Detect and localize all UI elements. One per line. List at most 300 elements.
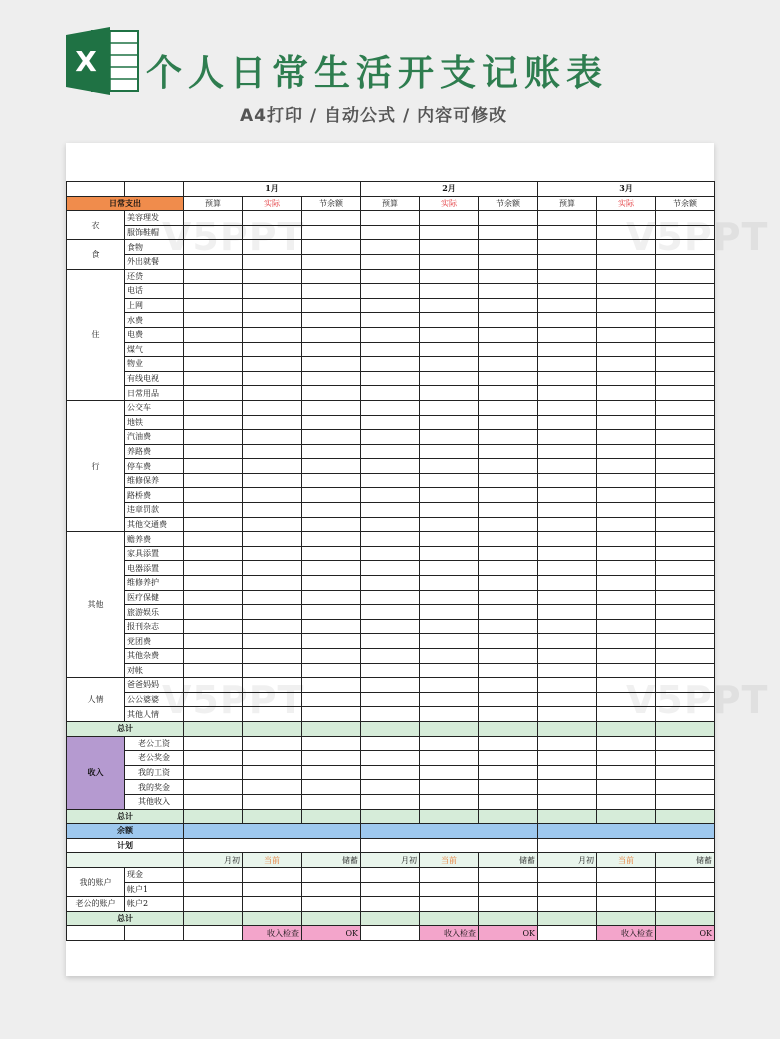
data-cell[interactable] xyxy=(184,736,243,751)
data-cell[interactable] xyxy=(184,751,243,766)
data-cell[interactable] xyxy=(420,298,479,313)
data-cell[interactable] xyxy=(361,400,420,415)
data-cell[interactable] xyxy=(302,298,361,313)
data-cell[interactable] xyxy=(479,400,538,415)
data-cell[interactable] xyxy=(302,576,361,591)
data-cell[interactable] xyxy=(538,736,597,751)
data-cell[interactable] xyxy=(420,473,479,488)
plan-cell[interactable] xyxy=(538,838,715,853)
data-cell[interactable] xyxy=(597,211,656,226)
data-cell[interactable] xyxy=(302,225,361,240)
data-cell[interactable] xyxy=(243,882,302,897)
data-cell[interactable] xyxy=(361,211,420,226)
data-cell[interactable] xyxy=(302,882,361,897)
data-cell[interactable] xyxy=(479,721,538,736)
data-cell[interactable] xyxy=(479,867,538,882)
data-cell[interactable] xyxy=(479,751,538,766)
data-cell[interactable] xyxy=(656,532,715,547)
data-cell[interactable] xyxy=(361,357,420,372)
data-cell[interactable] xyxy=(597,517,656,532)
data-cell[interactable] xyxy=(302,663,361,678)
data-cell[interactable] xyxy=(597,415,656,430)
data-cell[interactable] xyxy=(184,809,243,824)
data-cell[interactable] xyxy=(302,721,361,736)
data-cell[interactable] xyxy=(420,794,479,809)
balance-cell[interactable] xyxy=(361,824,538,839)
data-cell[interactable] xyxy=(361,444,420,459)
data-cell[interactable] xyxy=(184,517,243,532)
data-cell[interactable] xyxy=(656,590,715,605)
data-cell[interactable] xyxy=(420,751,479,766)
data-cell[interactable] xyxy=(420,897,479,912)
data-cell[interactable] xyxy=(361,430,420,445)
data-cell[interactable] xyxy=(597,532,656,547)
data-cell[interactable] xyxy=(420,357,479,372)
data-cell[interactable] xyxy=(538,663,597,678)
data-cell[interactable] xyxy=(597,298,656,313)
data-cell[interactable] xyxy=(420,532,479,547)
data-cell[interactable] xyxy=(656,809,715,824)
data-cell[interactable] xyxy=(656,692,715,707)
data-cell[interactable] xyxy=(479,371,538,386)
data-cell[interactable] xyxy=(479,225,538,240)
data-cell[interactable] xyxy=(597,692,656,707)
data-cell[interactable] xyxy=(302,400,361,415)
data-cell[interactable] xyxy=(361,780,420,795)
data-cell[interactable] xyxy=(597,254,656,269)
data-cell[interactable] xyxy=(243,678,302,693)
data-cell[interactable] xyxy=(479,298,538,313)
data-cell[interactable] xyxy=(243,225,302,240)
data-cell[interactable] xyxy=(184,780,243,795)
data-cell[interactable] xyxy=(361,619,420,634)
data-cell[interactable] xyxy=(538,721,597,736)
data-cell[interactable] xyxy=(243,517,302,532)
data-cell[interactable] xyxy=(302,459,361,474)
data-cell[interactable] xyxy=(538,313,597,328)
data-cell[interactable] xyxy=(656,357,715,372)
data-cell[interactable] xyxy=(243,211,302,226)
data-cell[interactable] xyxy=(597,634,656,649)
plan-cell[interactable] xyxy=(361,838,538,853)
data-cell[interactable] xyxy=(656,211,715,226)
data-cell[interactable] xyxy=(302,736,361,751)
data-cell[interactable] xyxy=(656,678,715,693)
data-cell[interactable] xyxy=(302,590,361,605)
data-cell[interactable] xyxy=(243,590,302,605)
data-cell[interactable] xyxy=(538,517,597,532)
data-cell[interactable] xyxy=(243,897,302,912)
data-cell[interactable] xyxy=(656,240,715,255)
data-cell[interactable] xyxy=(597,576,656,591)
data-cell[interactable] xyxy=(479,532,538,547)
data-cell[interactable] xyxy=(302,517,361,532)
data-cell[interactable] xyxy=(302,765,361,780)
data-cell[interactable] xyxy=(302,809,361,824)
data-cell[interactable] xyxy=(420,313,479,328)
data-cell[interactable] xyxy=(479,809,538,824)
data-cell[interactable] xyxy=(597,882,656,897)
plan-cell[interactable] xyxy=(184,838,361,853)
data-cell[interactable] xyxy=(656,284,715,299)
data-cell[interactable] xyxy=(479,663,538,678)
data-cell[interactable] xyxy=(243,342,302,357)
data-cell[interactable] xyxy=(302,619,361,634)
data-cell[interactable] xyxy=(479,911,538,926)
data-cell[interactable] xyxy=(479,473,538,488)
data-cell[interactable] xyxy=(361,313,420,328)
data-cell[interactable] xyxy=(420,211,479,226)
data-cell[interactable] xyxy=(479,561,538,576)
data-cell[interactable] xyxy=(361,867,420,882)
data-cell[interactable] xyxy=(243,576,302,591)
data-cell[interactable] xyxy=(361,561,420,576)
data-cell[interactable] xyxy=(302,254,361,269)
data-cell[interactable] xyxy=(184,721,243,736)
data-cell[interactable] xyxy=(538,240,597,255)
data-cell[interactable] xyxy=(597,619,656,634)
data-cell[interactable] xyxy=(243,736,302,751)
data-cell[interactable] xyxy=(243,503,302,518)
data-cell[interactable] xyxy=(302,444,361,459)
data-cell[interactable] xyxy=(361,284,420,299)
data-cell[interactable] xyxy=(656,488,715,503)
data-cell[interactable] xyxy=(302,897,361,912)
data-cell[interactable] xyxy=(361,707,420,722)
data-cell[interactable] xyxy=(420,663,479,678)
data-cell[interactable] xyxy=(184,240,243,255)
data-cell[interactable] xyxy=(361,473,420,488)
data-cell[interactable] xyxy=(656,269,715,284)
data-cell[interactable] xyxy=(420,386,479,401)
data-cell[interactable] xyxy=(184,649,243,664)
data-cell[interactable] xyxy=(184,444,243,459)
data-cell[interactable] xyxy=(597,444,656,459)
data-cell[interactable] xyxy=(597,430,656,445)
data-cell[interactable] xyxy=(538,371,597,386)
data-cell[interactable] xyxy=(656,386,715,401)
data-cell[interactable] xyxy=(361,765,420,780)
data-cell[interactable] xyxy=(420,590,479,605)
data-cell[interactable] xyxy=(302,327,361,342)
data-cell[interactable] xyxy=(184,488,243,503)
data-cell[interactable] xyxy=(538,546,597,561)
data-cell[interactable] xyxy=(597,371,656,386)
data-cell[interactable] xyxy=(479,415,538,430)
data-cell[interactable] xyxy=(479,517,538,532)
data-cell[interactable] xyxy=(656,371,715,386)
data-cell[interactable] xyxy=(361,576,420,591)
data-cell[interactable] xyxy=(184,605,243,620)
data-cell[interactable] xyxy=(184,634,243,649)
data-cell[interactable] xyxy=(420,765,479,780)
data-cell[interactable] xyxy=(243,488,302,503)
data-cell[interactable] xyxy=(538,794,597,809)
data-cell[interactable] xyxy=(184,546,243,561)
data-cell[interactable] xyxy=(302,794,361,809)
data-cell[interactable] xyxy=(597,649,656,664)
data-cell[interactable] xyxy=(361,371,420,386)
data-cell[interactable] xyxy=(656,619,715,634)
data-cell[interactable] xyxy=(420,546,479,561)
data-cell[interactable] xyxy=(243,721,302,736)
data-cell[interactable] xyxy=(361,503,420,518)
data-cell[interactable] xyxy=(656,298,715,313)
data-cell[interactable] xyxy=(420,707,479,722)
data-cell[interactable] xyxy=(597,225,656,240)
data-cell[interactable] xyxy=(420,269,479,284)
data-cell[interactable] xyxy=(420,867,479,882)
data-cell[interactable] xyxy=(243,649,302,664)
data-cell[interactable] xyxy=(420,415,479,430)
data-cell[interactable] xyxy=(597,357,656,372)
data-cell[interactable] xyxy=(538,576,597,591)
data-cell[interactable] xyxy=(420,780,479,795)
data-cell[interactable] xyxy=(184,765,243,780)
data-cell[interactable] xyxy=(243,546,302,561)
data-cell[interactable] xyxy=(538,649,597,664)
data-cell[interactable] xyxy=(420,459,479,474)
data-cell[interactable] xyxy=(420,327,479,342)
data-cell[interactable] xyxy=(361,678,420,693)
data-cell[interactable] xyxy=(184,342,243,357)
data-cell[interactable] xyxy=(302,678,361,693)
data-cell[interactable] xyxy=(184,576,243,591)
data-cell[interactable] xyxy=(597,269,656,284)
data-cell[interactable] xyxy=(597,327,656,342)
data-cell[interactable] xyxy=(538,882,597,897)
data-cell[interactable] xyxy=(538,342,597,357)
data-cell[interactable] xyxy=(302,780,361,795)
data-cell[interactable] xyxy=(538,415,597,430)
data-cell[interactable] xyxy=(479,211,538,226)
data-cell[interactable] xyxy=(479,313,538,328)
data-cell[interactable] xyxy=(597,780,656,795)
data-cell[interactable] xyxy=(184,371,243,386)
data-cell[interactable] xyxy=(479,882,538,897)
data-cell[interactable] xyxy=(597,473,656,488)
data-cell[interactable] xyxy=(361,605,420,620)
data-cell[interactable] xyxy=(302,473,361,488)
data-cell[interactable] xyxy=(656,415,715,430)
data-cell[interactable] xyxy=(538,809,597,824)
data-cell[interactable] xyxy=(656,765,715,780)
data-cell[interactable] xyxy=(538,780,597,795)
data-cell[interactable] xyxy=(479,459,538,474)
data-cell[interactable] xyxy=(302,751,361,766)
data-cell[interactable] xyxy=(538,444,597,459)
data-cell[interactable] xyxy=(538,430,597,445)
data-cell[interactable] xyxy=(656,473,715,488)
data-cell[interactable] xyxy=(656,342,715,357)
data-cell[interactable] xyxy=(420,721,479,736)
data-cell[interactable] xyxy=(302,430,361,445)
data-cell[interactable] xyxy=(361,751,420,766)
data-cell[interactable] xyxy=(243,357,302,372)
data-cell[interactable] xyxy=(538,765,597,780)
data-cell[interactable] xyxy=(597,503,656,518)
data-cell[interactable] xyxy=(656,649,715,664)
data-cell[interactable] xyxy=(479,736,538,751)
data-cell[interactable] xyxy=(656,911,715,926)
data-cell[interactable] xyxy=(243,298,302,313)
data-cell[interactable] xyxy=(302,357,361,372)
data-cell[interactable] xyxy=(656,503,715,518)
data-cell[interactable] xyxy=(184,459,243,474)
data-cell[interactable] xyxy=(538,532,597,547)
data-cell[interactable] xyxy=(243,444,302,459)
data-cell[interactable] xyxy=(420,605,479,620)
data-cell[interactable] xyxy=(597,736,656,751)
data-cell[interactable] xyxy=(420,371,479,386)
data-cell[interactable] xyxy=(420,692,479,707)
data-cell[interactable] xyxy=(361,634,420,649)
data-cell[interactable] xyxy=(479,386,538,401)
data-cell[interactable] xyxy=(420,503,479,518)
data-cell[interactable] xyxy=(597,809,656,824)
data-cell[interactable] xyxy=(479,357,538,372)
data-cell[interactable] xyxy=(184,269,243,284)
data-cell[interactable] xyxy=(361,649,420,664)
data-cell[interactable] xyxy=(597,342,656,357)
data-cell[interactable] xyxy=(656,225,715,240)
data-cell[interactable] xyxy=(420,254,479,269)
data-cell[interactable] xyxy=(479,897,538,912)
data-cell[interactable] xyxy=(243,751,302,766)
data-cell[interactable] xyxy=(361,897,420,912)
data-cell[interactable] xyxy=(361,459,420,474)
data-cell[interactable] xyxy=(184,503,243,518)
data-cell[interactable] xyxy=(420,225,479,240)
data-cell[interactable] xyxy=(420,561,479,576)
data-cell[interactable] xyxy=(538,707,597,722)
data-cell[interactable] xyxy=(538,605,597,620)
data-cell[interactable] xyxy=(243,284,302,299)
data-cell[interactable] xyxy=(243,327,302,342)
data-cell[interactable] xyxy=(597,605,656,620)
data-cell[interactable] xyxy=(479,254,538,269)
data-cell[interactable] xyxy=(361,240,420,255)
data-cell[interactable] xyxy=(302,284,361,299)
data-cell[interactable] xyxy=(597,240,656,255)
data-cell[interactable] xyxy=(656,707,715,722)
data-cell[interactable] xyxy=(184,284,243,299)
data-cell[interactable] xyxy=(184,882,243,897)
data-cell[interactable] xyxy=(479,284,538,299)
data-cell[interactable] xyxy=(420,911,479,926)
data-cell[interactable] xyxy=(538,867,597,882)
data-cell[interactable] xyxy=(302,546,361,561)
data-cell[interactable] xyxy=(302,313,361,328)
data-cell[interactable] xyxy=(184,678,243,693)
data-cell[interactable] xyxy=(184,867,243,882)
data-cell[interactable] xyxy=(420,488,479,503)
data-cell[interactable] xyxy=(479,794,538,809)
data-cell[interactable] xyxy=(656,736,715,751)
balance-cell[interactable] xyxy=(184,824,361,839)
data-cell[interactable] xyxy=(184,357,243,372)
data-cell[interactable] xyxy=(243,254,302,269)
data-cell[interactable] xyxy=(420,342,479,357)
data-cell[interactable] xyxy=(361,882,420,897)
data-cell[interactable] xyxy=(361,298,420,313)
data-cell[interactable] xyxy=(243,473,302,488)
data-cell[interactable] xyxy=(302,240,361,255)
data-cell[interactable] xyxy=(656,430,715,445)
data-cell[interactable] xyxy=(420,649,479,664)
data-cell[interactable] xyxy=(420,576,479,591)
data-cell[interactable] xyxy=(243,765,302,780)
data-cell[interactable] xyxy=(243,605,302,620)
data-cell[interactable] xyxy=(538,327,597,342)
data-cell[interactable] xyxy=(302,342,361,357)
data-cell[interactable] xyxy=(656,517,715,532)
data-cell[interactable] xyxy=(538,284,597,299)
data-cell[interactable] xyxy=(243,430,302,445)
data-cell[interactable] xyxy=(656,576,715,591)
data-cell[interactable] xyxy=(597,313,656,328)
data-cell[interactable] xyxy=(184,298,243,313)
data-cell[interactable] xyxy=(243,532,302,547)
data-cell[interactable] xyxy=(420,430,479,445)
data-cell[interactable] xyxy=(184,211,243,226)
data-cell[interactable] xyxy=(656,663,715,678)
data-cell[interactable] xyxy=(656,634,715,649)
data-cell[interactable] xyxy=(479,780,538,795)
data-cell[interactable] xyxy=(597,911,656,926)
data-cell[interactable] xyxy=(243,634,302,649)
data-cell[interactable] xyxy=(420,634,479,649)
data-cell[interactable] xyxy=(420,619,479,634)
data-cell[interactable] xyxy=(243,911,302,926)
data-cell[interactable] xyxy=(420,736,479,751)
data-cell[interactable] xyxy=(243,386,302,401)
data-cell[interactable] xyxy=(302,649,361,664)
data-cell[interactable] xyxy=(243,415,302,430)
data-cell[interactable] xyxy=(184,430,243,445)
data-cell[interactable] xyxy=(656,327,715,342)
data-cell[interactable] xyxy=(243,313,302,328)
data-cell[interactable] xyxy=(656,882,715,897)
data-cell[interactable] xyxy=(302,692,361,707)
data-cell[interactable] xyxy=(597,561,656,576)
data-cell[interactable] xyxy=(302,386,361,401)
data-cell[interactable] xyxy=(420,517,479,532)
data-cell[interactable] xyxy=(361,692,420,707)
data-cell[interactable] xyxy=(656,605,715,620)
data-cell[interactable] xyxy=(479,707,538,722)
data-cell[interactable] xyxy=(656,780,715,795)
data-cell[interactable] xyxy=(361,911,420,926)
data-cell[interactable] xyxy=(597,867,656,882)
data-cell[interactable] xyxy=(302,707,361,722)
data-cell[interactable] xyxy=(597,386,656,401)
data-cell[interactable] xyxy=(184,590,243,605)
data-cell[interactable] xyxy=(361,415,420,430)
data-cell[interactable] xyxy=(538,211,597,226)
data-cell[interactable] xyxy=(597,707,656,722)
data-cell[interactable] xyxy=(361,269,420,284)
data-cell[interactable] xyxy=(656,313,715,328)
data-cell[interactable] xyxy=(597,590,656,605)
data-cell[interactable] xyxy=(302,415,361,430)
data-cell[interactable] xyxy=(243,240,302,255)
data-cell[interactable] xyxy=(656,400,715,415)
data-cell[interactable] xyxy=(420,678,479,693)
data-cell[interactable] xyxy=(656,897,715,912)
data-cell[interactable] xyxy=(479,649,538,664)
data-cell[interactable] xyxy=(184,911,243,926)
